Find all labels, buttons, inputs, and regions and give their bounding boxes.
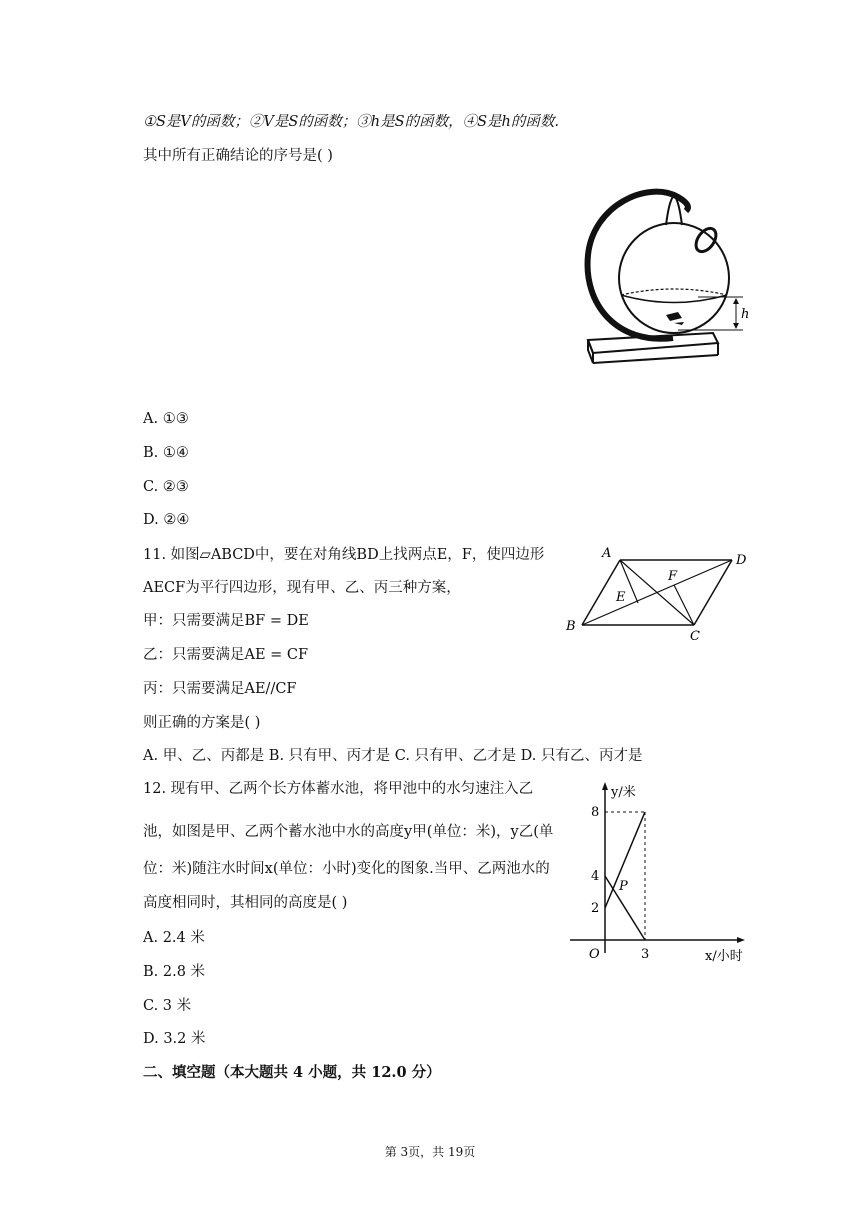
label-f: F	[668, 569, 678, 584]
y-tick-2: 2	[591, 901, 600, 916]
section2-heading: 二、填空题（本大题共 4 小题，共 12.0 分）	[143, 1064, 441, 1081]
q12-line3: 位：米)随注水时间x(单位：小时)变化的图象.当甲、乙两池水的	[143, 861, 550, 877]
water-level-graph	[565, 778, 760, 968]
q10-option-d: D. ②④	[143, 512, 190, 528]
y-axis-label: y/米	[611, 785, 636, 800]
q11-question: 则正确的方案是( )	[143, 715, 261, 731]
q12-option-b: B. 2.8 米	[143, 964, 206, 980]
q11-plan-b: 乙：只需要满足AE = CF	[143, 647, 309, 663]
q11-line2: AECF为平行四边形，现有甲、乙、丙三种方案，	[143, 580, 461, 596]
q10-question: 其中所有正确结论的序号是( )	[143, 148, 333, 164]
q10-option-b: B. ①④	[143, 445, 189, 461]
q12-line1: 12. 现有甲、乙两个长方体蓄水池，将甲池中的水匀速注入乙	[143, 781, 534, 797]
h-label: h	[741, 307, 750, 322]
label-d: D	[736, 553, 747, 568]
q12-line2: 池，如图是甲、乙两个蓄水池中水的高度y甲(单位：米)，y乙(单	[143, 824, 554, 840]
q11-line1: 11. 如图▱ABCD中，要在对角线BD上找两点E，F，使四边形	[143, 547, 545, 563]
point-p-label: P	[619, 879, 628, 894]
label-e: E	[616, 590, 626, 605]
q12-option-a: A. 2.4 米	[143, 930, 205, 946]
parallelogram-figure	[560, 540, 760, 650]
origin-label: O	[589, 947, 600, 962]
label-b: B	[566, 619, 576, 634]
q10-option-a: A. ①③	[143, 411, 189, 427]
q11-plan-c: 丙：只需要满足AE//CF	[143, 681, 297, 697]
label-c: C	[690, 629, 700, 644]
q12-line4: 高度相同时，其相同的高度是( )	[143, 895, 348, 911]
y-tick-4: 4	[591, 869, 600, 884]
q11-plan-a: 甲：只需要满足BF = DE	[143, 613, 309, 629]
q10-option-c: C. ②③	[143, 479, 189, 495]
q12-option-c: C. 3 米	[143, 998, 192, 1014]
x-tick-3: 3	[641, 947, 650, 962]
label-a: A	[602, 546, 612, 561]
x-axis-label: x/小时	[705, 949, 743, 964]
q10-statement: ①S是V的函数；②V是S的函数；③h是S的函数，④S是h的函数.	[143, 114, 559, 130]
y-tick-8: 8	[591, 805, 600, 820]
flask-figure	[578, 185, 758, 370]
q11-options: A. 甲、乙、丙都是 B. 只有甲、丙才是 C. 只有甲、乙才是 D. 只有乙、丙才是	[143, 748, 643, 764]
q12-option-d: D. 3.2 米	[143, 1031, 206, 1047]
page-footer: 第 3页，共 19页	[384, 1145, 476, 1159]
